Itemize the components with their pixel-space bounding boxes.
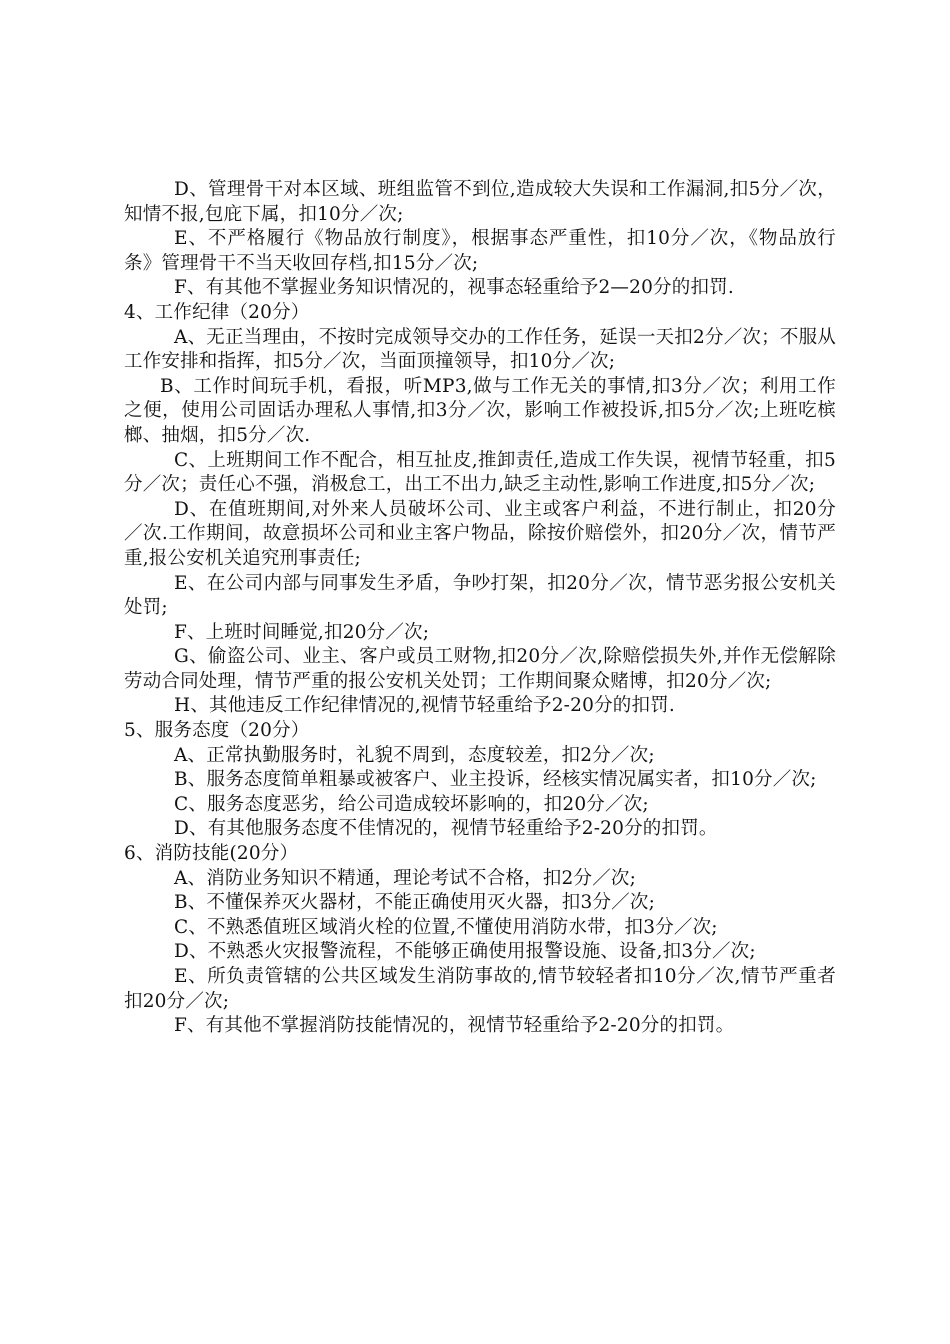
rule-item: C、不熟悉值班区域消火栓的位置,不懂使用消防水带，扣3分／次; [174, 916, 718, 938]
rule-item: D、管理骨干对本区域、班组监管不到位,造成较大失误和工作漏洞,扣5分／次，知情不报,包庇下属，扣10分／次; [124, 179, 836, 225]
section-heading: 6、消防技能(20分） [124, 843, 299, 865]
rule-item: D、在值班期间,对外来人员破坏公司、业主或客户利益，不进行制止，扣20分／次.工作期间，故意损坏公司和业主客户物品，除按价赔偿外，扣20分／次，情节严重,报公安机关追究刑事责任; [124, 498, 836, 569]
rule-item: A、无正当理由，不按时完成领导交办的工作任务，延误一天扣2分／次；不服从工作安排和指挥，扣5分／次，当面顶撞领导，扣10分／次; [124, 326, 836, 373]
rule-item: F、有其他不掌握消防技能情况的，视情节轻重给予2-20分的扣罚。 [174, 1015, 735, 1037]
rule-item: A、消防业务知识不精通，理论考试不合格，扣2分／次; [174, 867, 637, 889]
rule-item: E、在公司内部与同事发生矛盾，争吵打架，扣20分／次，情节恶劣报公安机关处罚; [124, 572, 836, 619]
rule-item: B、不懂保养灭火器材，不能正确使用灭火器，扣3分／次; [174, 892, 656, 914]
rule-item: G、偷盗公司、业主、客户或员工财物,扣20分／次,除赔偿损失外,并作无偿解除劳动合同处理，情节严重的报公安机关处罚；工作期间聚众赌博，扣20分／次; [124, 646, 836, 692]
rule-item: C、服务态度恶劣，给公司造成较坏影响的，扣20分／次; [174, 793, 649, 815]
rule-item: D、有其他服务态度不佳情况的，视情节轻重给予2-20分的扣罚。 [174, 818, 718, 840]
rule-item: E、所负责管辖的公共区域发生消防事故的,情节较轻者扣10分／次,情节严重者扣20分／次; [124, 966, 836, 1012]
rule-item: C、上班期间工作不配合，相互扯皮,推卸责任,造成工作失误，视情节轻重，扣5分／次；责任心不强，消极怠工，出工不出力,缺乏主动性,影响工作进度,扣5分／次; [124, 449, 836, 496]
rule-item: B、工作时间玩手机，看报，听MP3,做与工作无关的事情,扣3分／次；利用工作之便，使用公司固话办理私人事情,扣3分／次，影响工作被投诉,扣5分／次;上班吃槟榔、抽烟，扣5分／次. [124, 375, 836, 446]
rule-item: E、不严格履行《物品放行制度》，根据事态严重性，扣10分／次，《物品放行条》管理骨干不当天收回存档,扣15分／次; [124, 228, 836, 274]
rule-item: D、不熟悉火灾报警流程，不能够正确使用报警设施、设备,扣3分／次; [174, 941, 756, 963]
document-body [124, 178, 836, 1039]
rule-item: H、其他违反工作纪律情况的,视情节轻重给予2-20分的扣罚. [174, 695, 675, 717]
section-heading: 4、工作纪律（20分） [124, 301, 310, 323]
rule-item: F、上班时间睡觉,扣20分／次; [174, 621, 430, 643]
rule-item: B、服务态度简单粗暴或被客户、业主投诉，经核实情况属实者，扣10分／次; [174, 769, 817, 791]
rule-item: F、有其他不掌握业务知识情况的，视事态轻重给予2—20分的扣罚. [174, 277, 734, 299]
rule-item: A、正常执勤服务时，礼貌不周到，态度较差，扣2分／次; [174, 744, 655, 766]
section-heading: 5、服务态度（20分） [124, 720, 310, 742]
